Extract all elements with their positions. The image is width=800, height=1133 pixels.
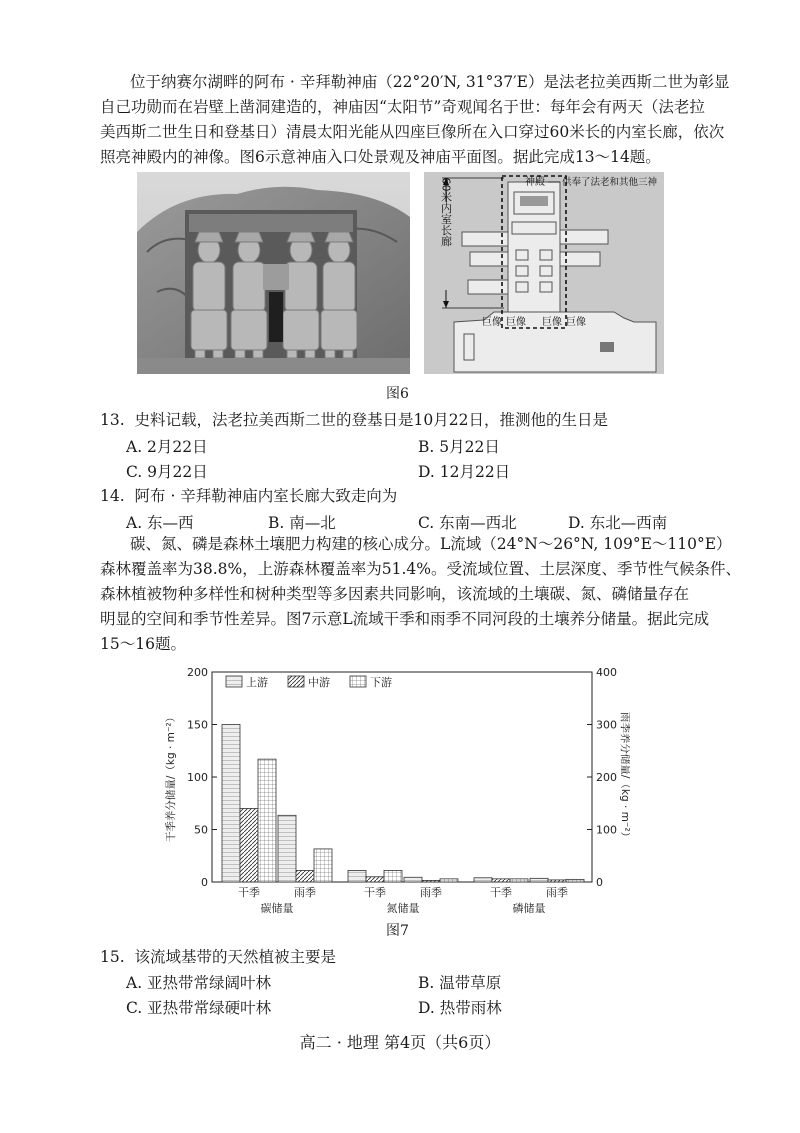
right-tick-label: 0 (596, 876, 603, 889)
left-tick-label: 100 (187, 771, 208, 784)
question-13-number: 13. (100, 411, 125, 429)
plan-shrine-label: 神殿 (525, 177, 545, 188)
bar-upstream (222, 725, 240, 883)
passage-1-line: 位于纳赛尔湖畔的阿布 · 辛拜勒神庙（22°20′N, 31°37′E）是法老拉美西斯二世为彰显 (130, 73, 730, 91)
q15-option-a[interactable]: A. 亚热带常绿阔叶林 (126, 974, 272, 992)
bar-midstream (422, 880, 440, 882)
q14-option-c[interactable]: C. 东南—西北 (418, 514, 517, 532)
question-15-number: 15. (100, 948, 125, 966)
question-15 (100, 945, 336, 967)
q14-option-b[interactable]: B. 南—北 (268, 514, 336, 532)
q13-option-c[interactable]: C. 9月22日 (126, 463, 208, 481)
right-axis-title: 雨季养分储量/（kg · m⁻²） (619, 711, 630, 843)
q14-option-d[interactable]: D. 东北—西南 (568, 514, 668, 532)
page-footer: 高二 · 地理 第4页（共6页） (299, 1033, 501, 1052)
season-label: 干季 (490, 886, 512, 899)
bar-downstream (258, 759, 276, 882)
question-15-stem: 该流域基带的天然植被主要是 (134, 948, 337, 966)
q15-option-b[interactable]: B. 温带草原 (418, 974, 502, 992)
passage-1 (100, 70, 730, 170)
group-label: 磷储量 (512, 902, 546, 915)
group-label: 氮储量 (386, 902, 420, 915)
left-tick-label: 0 (201, 876, 208, 889)
question-14 (100, 484, 397, 506)
temple-plan (424, 172, 664, 374)
bar-midstream (492, 879, 510, 882)
question-13-stem: 史料记载，法老拉美西斯二世的登基日是10月22日，推测他的生日是 (134, 411, 608, 429)
bar-upstream (404, 877, 422, 882)
bar-upstream (348, 870, 366, 882)
right-tick-label: 200 (596, 771, 617, 784)
left-tick-label: 200 (187, 666, 208, 679)
q13-option-a[interactable]: A. 2月22日 (126, 438, 208, 456)
bar-downstream (440, 879, 458, 882)
figure-7-caption: 图7 (386, 923, 409, 939)
left-tick-label: 150 (187, 718, 208, 732)
nutrient-chart-svg (160, 660, 630, 922)
question-14-stem: 阿布 · 辛拜勒神庙内室长廊大致走向为 (134, 487, 398, 505)
plan-statue-label: 巨像 (542, 317, 562, 328)
legend-downstream: 下游 (370, 676, 392, 689)
legend-swatch-downstream (350, 676, 366, 687)
bar-upstream (474, 878, 492, 882)
chart-legend (226, 675, 392, 689)
right-tick-label: 300 (596, 718, 617, 732)
bar-upstream (278, 815, 296, 882)
question-14-number: 14. (100, 487, 125, 505)
season-label: 雨季 (294, 886, 316, 899)
left-tick-label: 50 (194, 823, 208, 837)
q15-option-d[interactable]: D. 热带雨林 (418, 999, 502, 1017)
bar-midstream (548, 880, 566, 882)
season-label: 干季 (364, 886, 386, 899)
bar-midstream (240, 809, 258, 883)
q15-option-c[interactable]: C. 亚热带常绿硬叶林 (126, 999, 272, 1017)
question-13 (100, 408, 608, 430)
bar-upstream (530, 878, 548, 882)
plan-length-label: 60米内室长廊 (439, 177, 453, 247)
passage-2-line: 碳、氮、磷是森林土壤肥力构建的核心成分。L流域（24°N～26°N, 109°E～110°E） (130, 535, 732, 553)
temple-photo-illustration (137, 172, 410, 374)
season-label: 雨季 (420, 886, 442, 899)
season-label: 干季 (238, 886, 260, 899)
passage-1-line: 美西斯二世生日和登基日）清晨太阳光能从四座巨像所在入口穿过60米长的内室长廊，依次 (100, 123, 725, 141)
q13-option-d[interactable]: D. 12月22日 (418, 463, 511, 481)
temple-plan-diagram (424, 172, 664, 374)
passage-2-line: 明显的空间和季节性差异。图7示意L流域干季和雨季不同河段的土壤养分储量。据此完成 (100, 610, 710, 628)
season-label: 雨季 (546, 886, 568, 899)
bar-downstream (510, 879, 528, 882)
passage-2-line: 15～16题。 (100, 635, 186, 653)
passage-1-line: 照亮神殿内的神像。图6示意神庙入口处景观及神庙平面图。据此完成13～14题。 (100, 148, 661, 166)
right-tick-label: 100 (596, 823, 617, 837)
group-label: 碳储量 (260, 902, 294, 915)
plan-statue-label: 巨像 (482, 317, 502, 328)
bar-midstream (296, 870, 314, 882)
legend-upstream: 上游 (246, 676, 268, 689)
legend-midstream: 中游 (308, 676, 330, 689)
bar-downstream (566, 879, 584, 882)
passage-2 (100, 532, 741, 657)
temple-photo (137, 172, 410, 374)
passage-2-line: 森林覆盖率为38.8%，上游森林覆盖率为51.4%。受流域位置、土层深度、季节性气候条件、 (100, 560, 741, 578)
plan-statue-label: 巨像 (506, 317, 526, 328)
right-tick-label: 400 (596, 666, 617, 679)
bar-downstream (384, 870, 402, 882)
legend-swatch-upstream (226, 676, 242, 687)
q14-option-a[interactable]: A. 东—西 (126, 514, 194, 532)
figure-6-caption: 图6 (386, 386, 409, 402)
plan-shrine-note: 供奉了法老和其他三神 (562, 177, 658, 188)
passage-2-line: 森林植被物种多样性和树种类型等多因素共同影响，该流域的土壤碳、氮、磷储量存在 (100, 585, 690, 603)
plan-statue-label: 巨像 (566, 317, 586, 328)
q13-option-b[interactable]: B. 5月22日 (418, 438, 500, 456)
passage-1-line: 自己功勋而在岩壁上凿洞建造的，神庙因“太阳节”奇观闻名于世：每年会有两天（法老拉 (100, 98, 705, 116)
left-axis-title: 干季养分储量/（kg · m⁻²） (165, 711, 177, 843)
bar-midstream (366, 877, 384, 882)
nutrient-chart (160, 660, 630, 922)
bar-downstream (314, 849, 332, 882)
legend-swatch-midstream (288, 676, 304, 687)
